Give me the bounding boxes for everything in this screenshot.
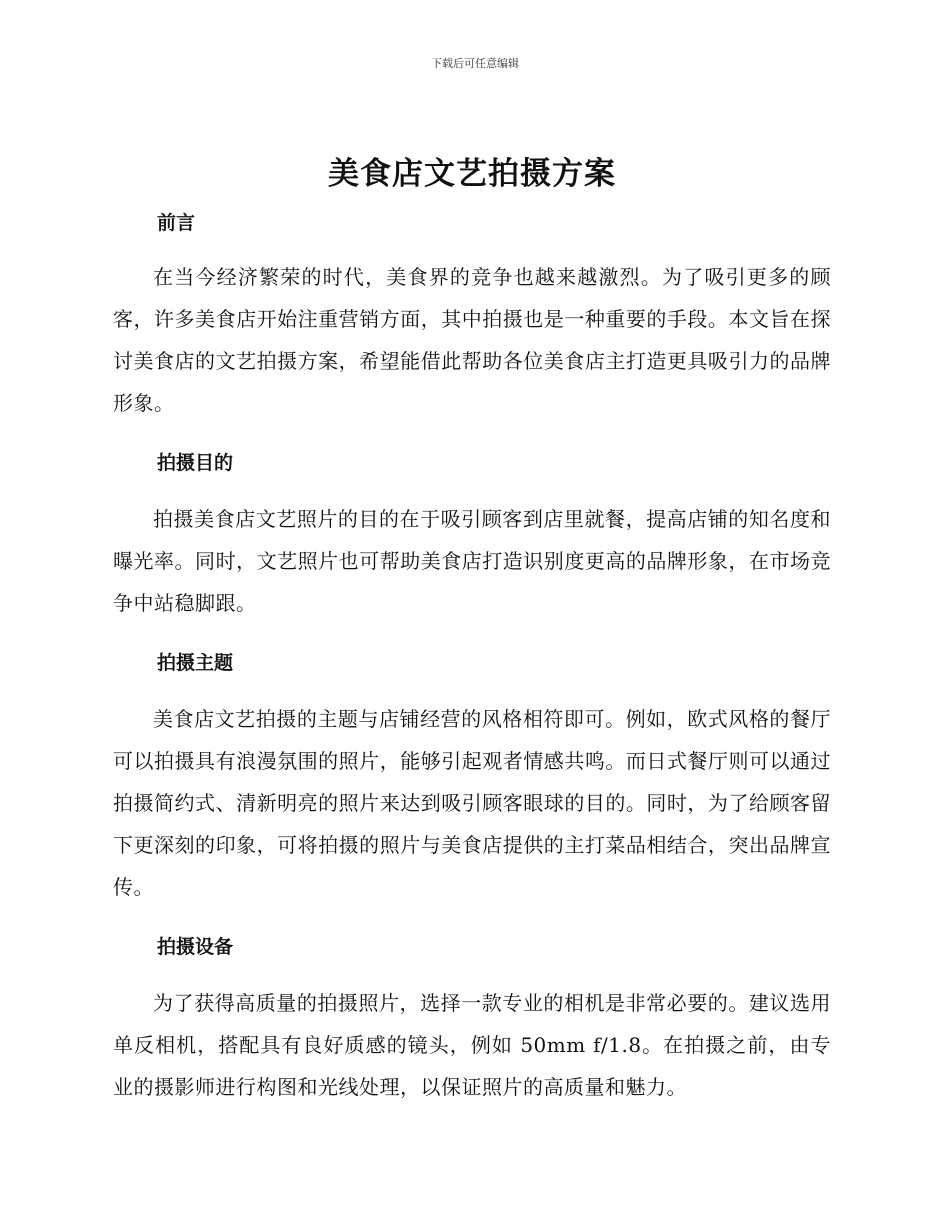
section-heading-preface: 前言 bbox=[157, 212, 196, 234]
section-paragraph-purpose: 拍摄美食店文艺照片的目的在于吸引顾客到店里就餐，提高店铺的知名度和曝光率。同时，文艺照片也可帮助美食店打造识别度更高的品牌形象，在市场竞争中站稳脚跟。 bbox=[113, 507, 831, 615]
section-preface bbox=[113, 206, 831, 424]
section-equipment bbox=[113, 930, 831, 1108]
section-heading-equipment: 拍摄设备 bbox=[157, 936, 234, 958]
section-theme bbox=[113, 646, 831, 908]
section-purpose bbox=[113, 446, 831, 624]
document-body bbox=[113, 148, 831, 1130]
document-title: 美食店文艺拍摄方案 bbox=[328, 156, 616, 192]
section-paragraph-theme: 美食店文艺拍摄的主题与店铺经营的风格相符即可。例如，欧式风格的餐厅可以拍摄具有浪漫氛围的照片，能够引起观者情感共鸣。而日式餐厅则可以通过拍摄简约式、清新明亮的照片来达到吸引顾客眼球的目的。同时，为了给顾客留下更深刻的印象，可将拍摄的照片与美食店提供的主打菜品相结合，突出品牌宣传。 bbox=[113, 707, 831, 899]
section-paragraph-preface: 在当今经济繁荣的时代，美食界的竞争也越来越激烈。为了吸引更多的顾客，许多美食店开始注重营销方面，其中拍摄也是一种重要的手段。本文旨在探讨美食店的文艺拍摄方案，希望能借此帮助各位美食店主打造更具吸引力的品牌形象。 bbox=[113, 265, 831, 415]
section-heading-purpose: 拍摄目的 bbox=[157, 452, 234, 474]
section-paragraph-equipment: 为了获得高质量的拍摄照片，选择一款专业的相机是非常必要的。建议选用单反相机，搭配具有良好质感的镜头，例如 50mm f/1.8。在拍摄之前，由专业的摄影师进行构图和光线处理，以保证照片的高质量和魅力。 bbox=[113, 991, 831, 1099]
section-heading-theme: 拍摄主题 bbox=[157, 652, 234, 674]
header-note: 下载后可任意编辑 bbox=[431, 57, 519, 70]
